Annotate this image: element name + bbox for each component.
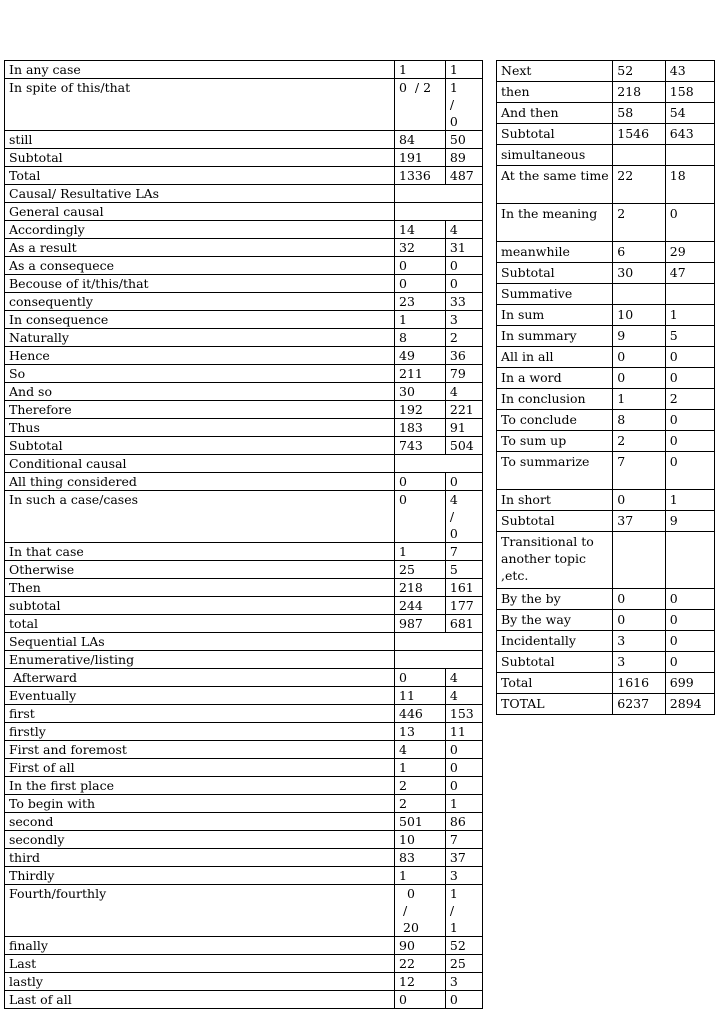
table-row	[5, 777, 483, 795]
value-cell	[395, 185, 483, 203]
value-cell: 0	[665, 631, 714, 652]
table-row	[5, 221, 483, 239]
value-cell: 0	[395, 669, 446, 687]
value-cell: 161	[445, 579, 482, 597]
row-label-cell: Subtotal	[497, 511, 613, 532]
value-cell: 2	[613, 431, 666, 452]
value-cell: 0	[445, 275, 482, 293]
table-row	[497, 284, 715, 305]
row-label-cell: Total	[497, 673, 613, 694]
row-label-cell: Subtotal	[5, 437, 395, 455]
value-cell: 0	[395, 257, 446, 275]
table-row	[497, 610, 715, 631]
value-cell: 0 / 2	[395, 79, 446, 131]
row-label-cell: Summative	[497, 284, 613, 305]
value-cell: 446	[395, 705, 446, 723]
value-cell: 1 / 1	[445, 885, 482, 937]
value-cell: 0	[613, 368, 666, 389]
value-cell: 681	[445, 615, 482, 633]
value-cell: 6	[613, 242, 666, 263]
row-label-cell: Incidentally	[497, 631, 613, 652]
table-row	[5, 795, 483, 813]
table-row	[5, 239, 483, 257]
value-cell: 0	[613, 610, 666, 631]
value-cell: 52	[445, 937, 482, 955]
row-label-cell: And so	[5, 383, 395, 401]
value-cell: 0	[665, 204, 714, 242]
row-label-cell: still	[5, 131, 395, 149]
value-cell: 1616	[613, 673, 666, 694]
table-row	[497, 347, 715, 368]
row-label-cell: Total	[5, 167, 395, 185]
value-cell: 22	[395, 955, 446, 973]
value-cell: 699	[665, 673, 714, 694]
value-cell: 43	[665, 61, 714, 82]
value-cell: 0 / 20	[395, 885, 446, 937]
row-label-cell: TOTAL	[497, 694, 613, 715]
value-cell: 52	[613, 61, 666, 82]
row-label-cell: Thus	[5, 419, 395, 437]
row-label-cell: Conditional causal	[5, 455, 395, 473]
table-row	[5, 937, 483, 955]
table-row	[5, 991, 483, 1009]
value-cell: 4	[395, 741, 446, 759]
value-cell: 244	[395, 597, 446, 615]
table-row	[5, 561, 483, 579]
row-label-cell: By the way	[497, 610, 613, 631]
value-cell: 0	[445, 759, 482, 777]
table-row	[5, 633, 483, 651]
row-label-cell: Afterward	[5, 669, 395, 687]
value-cell: 0	[395, 991, 446, 1009]
value-cell: 37	[445, 849, 482, 867]
value-cell	[613, 284, 666, 305]
value-cell: 36	[445, 347, 482, 365]
value-cell: 4	[445, 383, 482, 401]
row-label-cell: Subtotal	[5, 149, 395, 167]
value-cell: 0	[395, 473, 446, 491]
value-cell: 487	[445, 167, 482, 185]
table-row	[5, 293, 483, 311]
value-cell: 501	[395, 813, 446, 831]
table-row	[5, 759, 483, 777]
row-label-cell: Sequential LAs	[5, 633, 395, 651]
value-cell: 31	[445, 239, 482, 257]
value-cell: 10	[613, 305, 666, 326]
table-row	[497, 61, 715, 82]
row-label-cell: All thing considered	[5, 473, 395, 491]
table-row	[5, 311, 483, 329]
value-cell: 158	[665, 82, 714, 103]
row-label-cell: Subtotal	[497, 124, 613, 145]
value-cell: 4	[445, 669, 482, 687]
table-row	[5, 705, 483, 723]
value-cell: 211	[395, 365, 446, 383]
row-label-cell: First of all	[5, 759, 395, 777]
row-label-cell: In summary	[497, 326, 613, 347]
value-cell: 0	[665, 410, 714, 431]
table-row	[5, 491, 483, 543]
value-cell: 0	[613, 490, 666, 511]
table-row	[497, 305, 715, 326]
table-row	[5, 167, 483, 185]
table-row	[497, 82, 715, 103]
table-row	[5, 813, 483, 831]
table-row	[497, 242, 715, 263]
table-row	[5, 149, 483, 167]
row-label-cell: To sum up	[497, 431, 613, 452]
row-label-cell: Next	[497, 61, 613, 82]
table-row	[5, 257, 483, 275]
value-cell: 0	[665, 589, 714, 610]
value-cell	[665, 145, 714, 166]
value-cell	[395, 651, 483, 669]
value-cell: 37	[613, 511, 666, 532]
value-cell: 3	[445, 311, 482, 329]
value-cell: 0	[445, 777, 482, 795]
left-frequency-table	[4, 60, 483, 1009]
row-label-cell: lastly	[5, 973, 395, 991]
value-cell: 3	[445, 867, 482, 885]
row-label-cell: Enumerative/listing	[5, 651, 395, 669]
value-cell: 18	[665, 166, 714, 204]
value-cell	[613, 532, 666, 589]
row-label-cell: Accordingly	[5, 221, 395, 239]
value-cell: 2	[613, 204, 666, 242]
table-row	[497, 166, 715, 204]
table-row	[497, 673, 715, 694]
value-cell: 0	[613, 589, 666, 610]
value-cell: 191	[395, 149, 446, 167]
value-cell: 987	[395, 615, 446, 633]
row-label-cell: consequently	[5, 293, 395, 311]
row-label-cell: finally	[5, 937, 395, 955]
row-label-cell: Subtotal	[497, 652, 613, 673]
value-cell: 0	[395, 491, 446, 543]
table-row	[5, 401, 483, 419]
value-cell: 7	[445, 543, 482, 561]
row-label-cell: As a consequece	[5, 257, 395, 275]
row-label-cell: In consequence	[5, 311, 395, 329]
value-cell: 58	[613, 103, 666, 124]
value-cell: 1	[395, 61, 446, 79]
value-cell: 12	[395, 973, 446, 991]
table-row	[5, 973, 483, 991]
table-row	[5, 741, 483, 759]
table-row	[5, 687, 483, 705]
row-label-cell: In spite of this/that	[5, 79, 395, 131]
value-cell: 0	[445, 741, 482, 759]
value-cell: 23	[395, 293, 446, 311]
value-cell: 3	[613, 652, 666, 673]
value-cell: 25	[395, 561, 446, 579]
value-cell: 1	[395, 311, 446, 329]
value-cell	[395, 203, 483, 221]
table-row	[5, 329, 483, 347]
value-cell: 14	[395, 221, 446, 239]
row-label-cell: firstly	[5, 723, 395, 741]
table-row	[5, 79, 483, 131]
value-cell: 30	[613, 263, 666, 284]
value-cell	[613, 145, 666, 166]
value-cell: 5	[665, 326, 714, 347]
value-cell: 4	[445, 221, 482, 239]
value-cell: 0	[613, 347, 666, 368]
value-cell: 2	[665, 389, 714, 410]
table-row	[497, 532, 715, 589]
value-cell: 7	[445, 831, 482, 849]
table-row	[497, 204, 715, 242]
value-cell: 0	[445, 257, 482, 275]
row-label-cell: In any case	[5, 61, 395, 79]
row-label-cell: Transitional to another topic ,etc.	[497, 532, 613, 589]
value-cell: 32	[395, 239, 446, 257]
table-row	[5, 955, 483, 973]
value-cell: 83	[395, 849, 446, 867]
table-row	[5, 849, 483, 867]
value-cell: 0	[665, 652, 714, 673]
value-cell: 30	[395, 383, 446, 401]
right-frequency-table	[496, 60, 715, 715]
table-row	[497, 263, 715, 284]
value-cell: 8	[613, 410, 666, 431]
row-label-cell: Thirdly	[5, 867, 395, 885]
value-cell: 29	[665, 242, 714, 263]
value-cell: 91	[445, 419, 482, 437]
value-cell: 11	[445, 723, 482, 741]
row-label-cell: As a result	[5, 239, 395, 257]
table-row	[5, 61, 483, 79]
row-label-cell: General causal	[5, 203, 395, 221]
value-cell	[395, 455, 483, 473]
table-row	[5, 597, 483, 615]
row-label-cell: secondly	[5, 831, 395, 849]
table-row	[5, 579, 483, 597]
row-label-cell: First and foremost	[5, 741, 395, 759]
row-label-cell: then	[497, 82, 613, 103]
value-cell: 79	[445, 365, 482, 383]
row-label-cell: Causal/ Resultative LAs	[5, 185, 395, 203]
value-cell: 22	[613, 166, 666, 204]
table-row	[5, 669, 483, 687]
value-cell: 54	[665, 103, 714, 124]
table-row	[497, 145, 715, 166]
value-cell: 25	[445, 955, 482, 973]
value-cell: 1	[613, 389, 666, 410]
row-label-cell: In that case	[5, 543, 395, 561]
value-cell: 90	[395, 937, 446, 955]
table-row	[497, 589, 715, 610]
value-cell: 2	[445, 329, 482, 347]
table-row	[5, 723, 483, 741]
table-row	[5, 455, 483, 473]
row-label-cell: By the by	[497, 589, 613, 610]
table-row	[497, 431, 715, 452]
value-cell: 13	[395, 723, 446, 741]
row-label-cell: In a word	[497, 368, 613, 389]
value-cell: 4	[445, 687, 482, 705]
row-label-cell: first	[5, 705, 395, 723]
table-row	[5, 615, 483, 633]
row-label-cell: Then	[5, 579, 395, 597]
row-label-cell: In such a case/cases	[5, 491, 395, 543]
row-label-cell: Subtotal	[497, 263, 613, 284]
table-row	[497, 326, 715, 347]
table-row	[497, 511, 715, 532]
table-row	[497, 631, 715, 652]
value-cell	[665, 284, 714, 305]
value-cell: 1	[395, 543, 446, 561]
row-label-cell: Last	[5, 955, 395, 973]
value-cell: 7	[613, 452, 666, 490]
row-label-cell: So	[5, 365, 395, 383]
value-cell	[395, 633, 483, 651]
value-cell: 1	[665, 490, 714, 511]
row-label-cell: And then	[497, 103, 613, 124]
value-cell: 47	[665, 263, 714, 284]
value-cell	[665, 532, 714, 589]
row-label-cell: second	[5, 813, 395, 831]
value-cell: 11	[395, 687, 446, 705]
value-cell: 50	[445, 131, 482, 149]
value-cell: 2894	[665, 694, 714, 715]
value-cell: 218	[395, 579, 446, 597]
value-cell: 177	[445, 597, 482, 615]
table-row	[497, 103, 715, 124]
value-cell: 0	[665, 368, 714, 389]
table-row	[5, 867, 483, 885]
left-table-body	[5, 61, 483, 1009]
value-cell: 0	[665, 452, 714, 490]
table-row	[497, 368, 715, 389]
table-row	[497, 694, 715, 715]
value-cell: 1	[445, 61, 482, 79]
row-label-cell: In conclusion	[497, 389, 613, 410]
table-row	[5, 383, 483, 401]
row-label-cell: Otherwise	[5, 561, 395, 579]
row-label-cell: third	[5, 849, 395, 867]
value-cell: 221	[445, 401, 482, 419]
row-label-cell: meanwhile	[497, 242, 613, 263]
table-row	[497, 652, 715, 673]
value-cell: 8	[395, 329, 446, 347]
row-label-cell: Naturally	[5, 329, 395, 347]
row-label-cell: simultaneous	[497, 145, 613, 166]
value-cell: 0	[665, 347, 714, 368]
row-label-cell: Becouse of it/this/that	[5, 275, 395, 293]
row-label-cell: In short	[497, 490, 613, 511]
table-row	[497, 410, 715, 431]
table-row	[5, 185, 483, 203]
value-cell: 5	[445, 561, 482, 579]
value-cell: 218	[613, 82, 666, 103]
value-cell: 183	[395, 419, 446, 437]
table-row	[5, 885, 483, 937]
row-label-cell: In sum	[497, 305, 613, 326]
table-row	[5, 473, 483, 491]
value-cell: 4 / 0	[445, 491, 482, 543]
value-cell: 2	[395, 795, 446, 813]
table-row	[5, 365, 483, 383]
value-cell: 0	[395, 275, 446, 293]
value-cell: 192	[395, 401, 446, 419]
row-label-cell: In the meaning	[497, 204, 613, 242]
table-row	[5, 347, 483, 365]
table-row	[5, 203, 483, 221]
value-cell: 3	[613, 631, 666, 652]
value-cell: 504	[445, 437, 482, 455]
value-cell: 1	[665, 305, 714, 326]
value-cell: 0	[665, 431, 714, 452]
table-row	[5, 131, 483, 149]
row-label-cell: Therefore	[5, 401, 395, 419]
table-row	[5, 831, 483, 849]
value-cell: 1336	[395, 167, 446, 185]
row-label-cell: To begin with	[5, 795, 395, 813]
row-label-cell: Last of all	[5, 991, 395, 1009]
value-cell: 0	[445, 991, 482, 1009]
value-cell: 3	[445, 973, 482, 991]
value-cell: 153	[445, 705, 482, 723]
row-label-cell: Fourth/fourthly	[5, 885, 395, 937]
row-label-cell: Eventually	[5, 687, 395, 705]
value-cell: 643	[665, 124, 714, 145]
right-table-body	[497, 61, 715, 715]
value-cell: 89	[445, 149, 482, 167]
row-label-cell: To summarize	[497, 452, 613, 490]
table-row	[497, 490, 715, 511]
row-label-cell: In the first place	[5, 777, 395, 795]
row-label-cell: At the same time	[497, 166, 613, 204]
table-row	[5, 437, 483, 455]
table-row	[5, 419, 483, 437]
row-label-cell: subtotal	[5, 597, 395, 615]
value-cell: 86	[445, 813, 482, 831]
value-cell: 33	[445, 293, 482, 311]
row-label-cell: total	[5, 615, 395, 633]
row-label-cell: All in all	[497, 347, 613, 368]
table-row	[5, 651, 483, 669]
table-row	[5, 543, 483, 561]
row-label-cell: Hence	[5, 347, 395, 365]
table-row	[5, 275, 483, 293]
table-row	[497, 124, 715, 145]
value-cell: 1	[395, 759, 446, 777]
value-cell: 9	[665, 511, 714, 532]
value-cell: 1 / 0	[445, 79, 482, 131]
value-cell: 0	[445, 473, 482, 491]
value-cell: 10	[395, 831, 446, 849]
value-cell: 84	[395, 131, 446, 149]
value-cell: 49	[395, 347, 446, 365]
table-row	[497, 389, 715, 410]
value-cell: 2	[395, 777, 446, 795]
value-cell: 1546	[613, 124, 666, 145]
value-cell: 743	[395, 437, 446, 455]
row-label-cell: To conclude	[497, 410, 613, 431]
value-cell: 6237	[613, 694, 666, 715]
table-row	[497, 452, 715, 490]
value-cell: 1	[395, 867, 446, 885]
value-cell: 0	[665, 610, 714, 631]
value-cell: 1	[445, 795, 482, 813]
value-cell: 9	[613, 326, 666, 347]
